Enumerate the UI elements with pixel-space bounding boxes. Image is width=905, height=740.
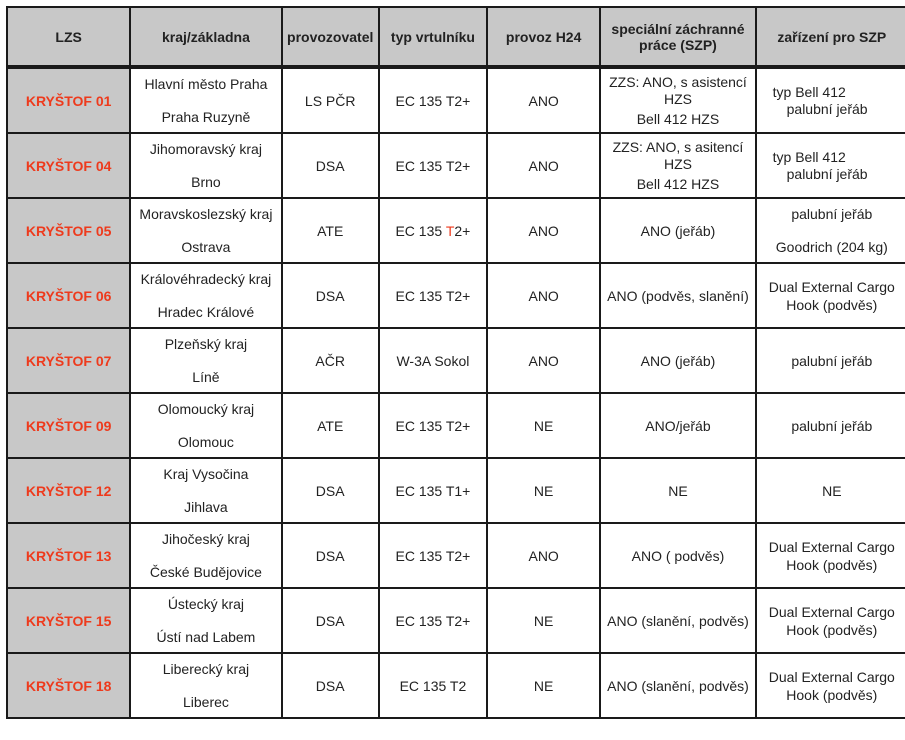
- equipment-cell: [756, 653, 905, 718]
- equipment-line: Dual External Cargo: [768, 668, 895, 685]
- h24-cell: NE: [487, 458, 600, 523]
- helicopter-type-cell: EC 135 T2: [379, 653, 487, 718]
- col-header-kraj: kraj/základna: [130, 7, 281, 67]
- equipment-cell: NE: [756, 458, 905, 523]
- lzs-cell: KRYŠTOF 18: [7, 653, 130, 718]
- region-cell: [130, 393, 281, 458]
- equipment-line: typ Bell 412: [772, 148, 846, 165]
- lzs-cell: KRYŠTOF 12: [7, 458, 130, 523]
- szp-cell: ANO/jeřáb: [600, 393, 755, 458]
- col-header-zarizeni: zařízení pro SZP: [756, 7, 905, 67]
- helicopter-type-cell: EC 135 T2+: [379, 393, 487, 458]
- operator-cell: DSA: [282, 653, 379, 718]
- lzs-cell: KRYŠTOF 15: [7, 588, 130, 653]
- szp-cell: ANO (jeřáb): [600, 328, 755, 393]
- base-name: Brno: [191, 173, 221, 190]
- table-row: [7, 328, 905, 393]
- equipment-line: Hook (podvěs): [786, 686, 878, 703]
- col-header-typ: typ vrtulníku: [379, 7, 487, 67]
- equipment-cell: [756, 588, 905, 653]
- lzs-cell: KRYŠTOF 01: [7, 67, 130, 133]
- helicopter-type-cell: [379, 198, 487, 263]
- header-row: [7, 7, 905, 67]
- equipment-cell: [756, 133, 905, 198]
- equipment-line: Hook (podvěs): [786, 296, 878, 313]
- lzs-cell: KRYŠTOF 13: [7, 523, 130, 588]
- h24-cell: ANO: [487, 133, 600, 198]
- operator-cell: ATE: [282, 198, 379, 263]
- table-row: [7, 458, 905, 523]
- table-row: [7, 653, 905, 718]
- base-name: Praha Ruzyně: [161, 108, 251, 125]
- equipment-line: Dual External Cargo: [768, 278, 895, 295]
- region-cell: [130, 198, 281, 263]
- helicopter-type-cell: EC 135 T2+: [379, 67, 487, 133]
- region-cell: [130, 523, 281, 588]
- region-name: Kraj Vysočina: [163, 465, 249, 482]
- h24-cell: NE: [487, 393, 600, 458]
- table-row: [7, 588, 905, 653]
- region-cell: [130, 328, 281, 393]
- type-part: 2+: [454, 222, 471, 239]
- helicopter-type-cell: EC 135 T2+: [379, 263, 487, 328]
- region-cell: [130, 67, 281, 133]
- col-header-h24: provoz H24: [487, 7, 600, 67]
- h24-cell: ANO: [487, 67, 600, 133]
- szp-cell: [600, 133, 755, 198]
- lzs-cell: KRYŠTOF 09: [7, 393, 130, 458]
- equipment-cell: [756, 67, 905, 133]
- base-name: Liberec: [182, 693, 229, 710]
- h24-cell: NE: [487, 588, 600, 653]
- operator-cell: ATE: [282, 393, 379, 458]
- base-name: Ostrava: [181, 238, 231, 255]
- szp-cell: NE: [600, 458, 755, 523]
- col-header-provozovatel: provozovatel: [282, 7, 379, 67]
- table-row: [7, 263, 905, 328]
- lzs-cell: KRYŠTOF 07: [7, 328, 130, 393]
- equipment-line: Goodrich (204 kg): [775, 238, 888, 255]
- szp-line: Bell 412 HZS: [636, 110, 720, 127]
- table-row: [7, 393, 905, 458]
- operator-cell: DSA: [282, 133, 379, 198]
- region-cell: [130, 263, 281, 328]
- region-name: Olomoucký kraj: [157, 400, 255, 417]
- base-name: Hradec Králové: [157, 303, 255, 320]
- equipment-line: Dual External Cargo: [768, 603, 895, 620]
- helicopter-type-cell: EC 135 T2+: [379, 588, 487, 653]
- operator-cell: DSA: [282, 458, 379, 523]
- equipment-line: palubní jeřáb: [786, 100, 868, 117]
- table-row: [7, 198, 905, 263]
- helicopter-type-cell: EC 135 T1+: [379, 458, 487, 523]
- szp-cell: ANO (slanění, podvěs): [600, 588, 755, 653]
- table-row: [7, 67, 905, 133]
- type-part: EC 135: [395, 222, 446, 239]
- h24-cell: ANO: [487, 263, 600, 328]
- operator-cell: DSA: [282, 588, 379, 653]
- h24-cell: NE: [487, 653, 600, 718]
- col-header-szp: speciální záchranné práce (SZP): [600, 7, 755, 67]
- szp-line: ZZS: ANO, s asistencí: [609, 73, 747, 90]
- equipment-line: Hook (podvěs): [786, 556, 878, 573]
- lzs-cell: KRYŠTOF 06: [7, 263, 130, 328]
- szp-line: HZS: [663, 90, 692, 107]
- region-name: Ústecký kraj: [167, 595, 245, 612]
- equipment-line: palubní jeřáb: [786, 165, 868, 182]
- szp-cell: [600, 67, 755, 133]
- region-cell: [130, 653, 281, 718]
- region-name: Královéhradecký kraj: [140, 270, 272, 287]
- helicopter-type-cell: W-3A Sokol: [379, 328, 487, 393]
- equipment-cell: [756, 523, 905, 588]
- base-name: Ústí nad Labem: [156, 628, 256, 645]
- base-name: Jihlava: [184, 498, 228, 515]
- szp-line: ZZS: ANO, s asitencí: [612, 138, 744, 155]
- table-row: [7, 133, 905, 198]
- operator-cell: LS PČR: [282, 67, 379, 133]
- base-name: Olomouc: [177, 433, 234, 450]
- region-name: Liberecký kraj: [162, 660, 250, 677]
- h24-cell: ANO: [487, 328, 600, 393]
- operator-cell: AČR: [282, 328, 379, 393]
- region-name: Jihomoravský kraj: [149, 140, 262, 157]
- base-name: Líně: [192, 368, 220, 385]
- helicopter-type-cell: EC 135 T2+: [379, 133, 487, 198]
- region-cell: [130, 458, 281, 523]
- helicopter-type-cell: EC 135 T2+: [379, 523, 487, 588]
- region-name: Jihočeský kraj: [161, 530, 250, 547]
- equipment-cell: palubní jeřáb: [756, 328, 905, 393]
- base-name: České Budějovice: [149, 563, 262, 580]
- equipment-cell: [756, 263, 905, 328]
- equipment-line: Hook (podvěs): [786, 621, 878, 638]
- szp-cell: ANO (slanění, podvěs): [600, 653, 755, 718]
- equipment-cell: [756, 198, 905, 263]
- szp-line: HZS: [663, 155, 692, 172]
- operator-cell: DSA: [282, 523, 379, 588]
- h24-cell: ANO: [487, 523, 600, 588]
- equipment-cell: palubní jeřáb: [756, 393, 905, 458]
- region-name: Moravskoslezský kraj: [139, 205, 273, 222]
- szp-cell: ANO (jeřáb): [600, 198, 755, 263]
- szp-cell: ANO (podvěs, slanění): [600, 263, 755, 328]
- h24-cell: ANO: [487, 198, 600, 263]
- region-cell: [130, 133, 281, 198]
- szp-cell: ANO ( podvěs): [600, 523, 755, 588]
- szp-line: Bell 412 HZS: [636, 175, 720, 192]
- table-row: [7, 523, 905, 588]
- equipment-line: palubní jeřáb: [791, 205, 873, 222]
- region-cell: [130, 588, 281, 653]
- operator-cell: DSA: [282, 263, 379, 328]
- equipment-line: typ Bell 412: [772, 83, 846, 100]
- region-name: Hlavní město Praha: [144, 75, 268, 92]
- col-header-lzs: LZS: [7, 7, 130, 67]
- lzs-cell: KRYŠTOF 04: [7, 133, 130, 198]
- region-name: Plzeňský kraj: [164, 335, 248, 352]
- equipment-line: Dual External Cargo: [768, 538, 895, 555]
- lzs-cell: KRYŠTOF 05: [7, 198, 130, 263]
- helicopter-rescue-table: [6, 6, 905, 719]
- type-part-highlight: T: [445, 222, 455, 239]
